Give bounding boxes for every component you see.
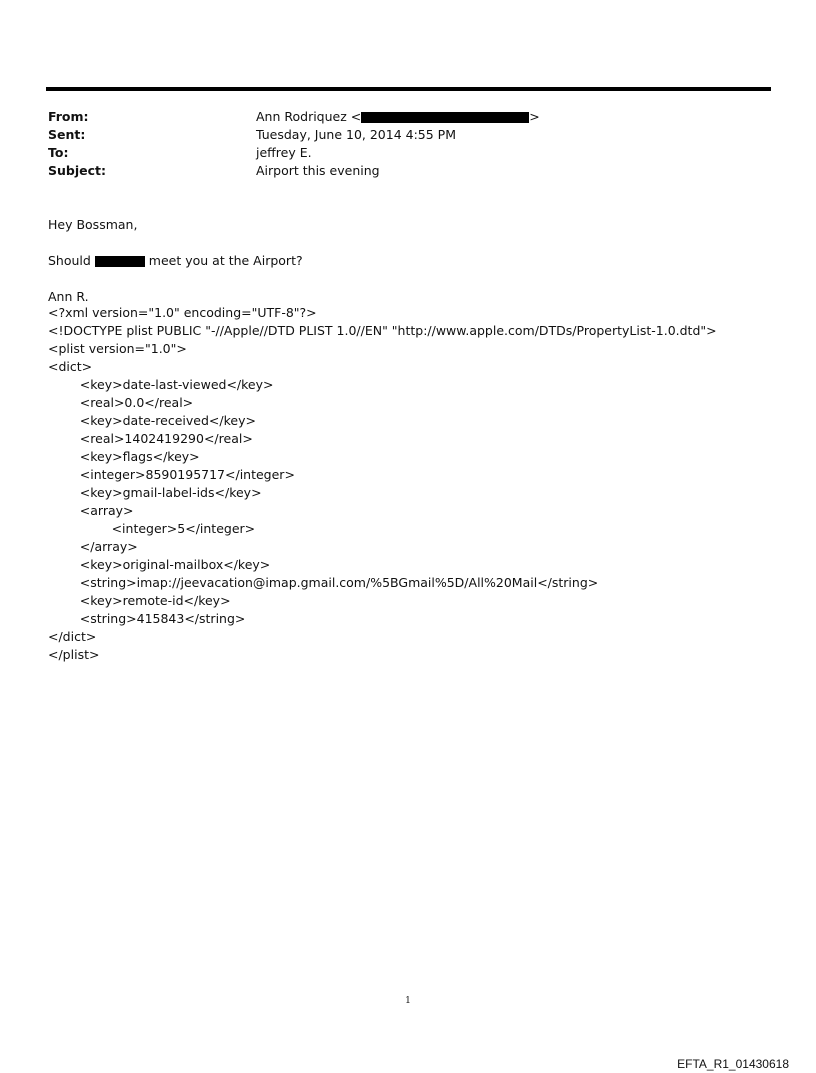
plist-line: <string>imap://jeevacation@imap.gmail.com/%5BGmail%5D/All%20Mail</string> (48, 575, 599, 590)
plist-line: <integer>8590195717</integer> (48, 467, 295, 482)
to-row (48, 144, 768, 162)
sent-value: Tuesday, June 10, 2014 4:55 PM (256, 127, 456, 142)
subject-label: Subject: (48, 163, 106, 178)
plist-line: <key>remote-id</key> (48, 593, 231, 608)
body-question (48, 252, 303, 270)
plist-line: <string>415843</string> (48, 611, 246, 626)
plist-line: <plist version="1.0"> (48, 341, 187, 356)
plist-line: </array> (48, 539, 138, 554)
sent-label: Sent: (48, 127, 86, 142)
to-label: To: (48, 145, 69, 160)
plist-metadata (48, 304, 717, 664)
plist-line: <!DOCTYPE plist PUBLIC "-//Apple//DTD PLIST 1.0//EN" "http://www.apple.com/DTDs/PropertyList-1.0.dtd"> (48, 323, 717, 338)
plist-line: <key>date-last-viewed</key> (48, 377, 274, 392)
plist-line: </dict> (48, 629, 97, 644)
plist-line: <key>date-received</key> (48, 413, 256, 428)
body-question-end: meet you at the Airport? (144, 253, 303, 268)
from-row (48, 108, 768, 126)
plist-line: <integer>5</integer> (48, 521, 256, 536)
redaction-block-email (361, 112, 529, 123)
header-rule (46, 87, 771, 91)
plist-line: <key>original-mailbox</key> (48, 557, 271, 572)
plist-line: </plist> (48, 647, 100, 662)
subject-value: Airport this evening (256, 163, 380, 178)
body-question-start: Should (48, 253, 95, 268)
greeting: Hey Bossman, (48, 217, 138, 232)
page-number: 1 (405, 996, 411, 1006)
sent-row (48, 126, 768, 144)
from-close: > (529, 109, 540, 124)
bates-number: EFTA_R1_01430618 (677, 1057, 789, 1071)
plist-line: <array> (48, 503, 134, 518)
plist-line: <key>gmail-label-ids</key> (48, 485, 262, 500)
plist-line: <?xml version="1.0" encoding="UTF-8"?> (48, 305, 317, 320)
to-value: jeffrey E. (256, 145, 312, 160)
plist-line: <dict> (48, 359, 93, 374)
redaction-block-name (95, 256, 145, 267)
signature: Ann R. (48, 289, 89, 304)
plist-line: <real>1402419290</real> (48, 431, 253, 446)
subject-row (48, 162, 768, 180)
plist-line: <real>0.0</real> (48, 395, 194, 410)
from-label: From: (48, 109, 89, 124)
from-name: Ann Rodriquez < (256, 109, 362, 124)
plist-line: <key>flags</key> (48, 449, 200, 464)
from-value (256, 108, 540, 126)
